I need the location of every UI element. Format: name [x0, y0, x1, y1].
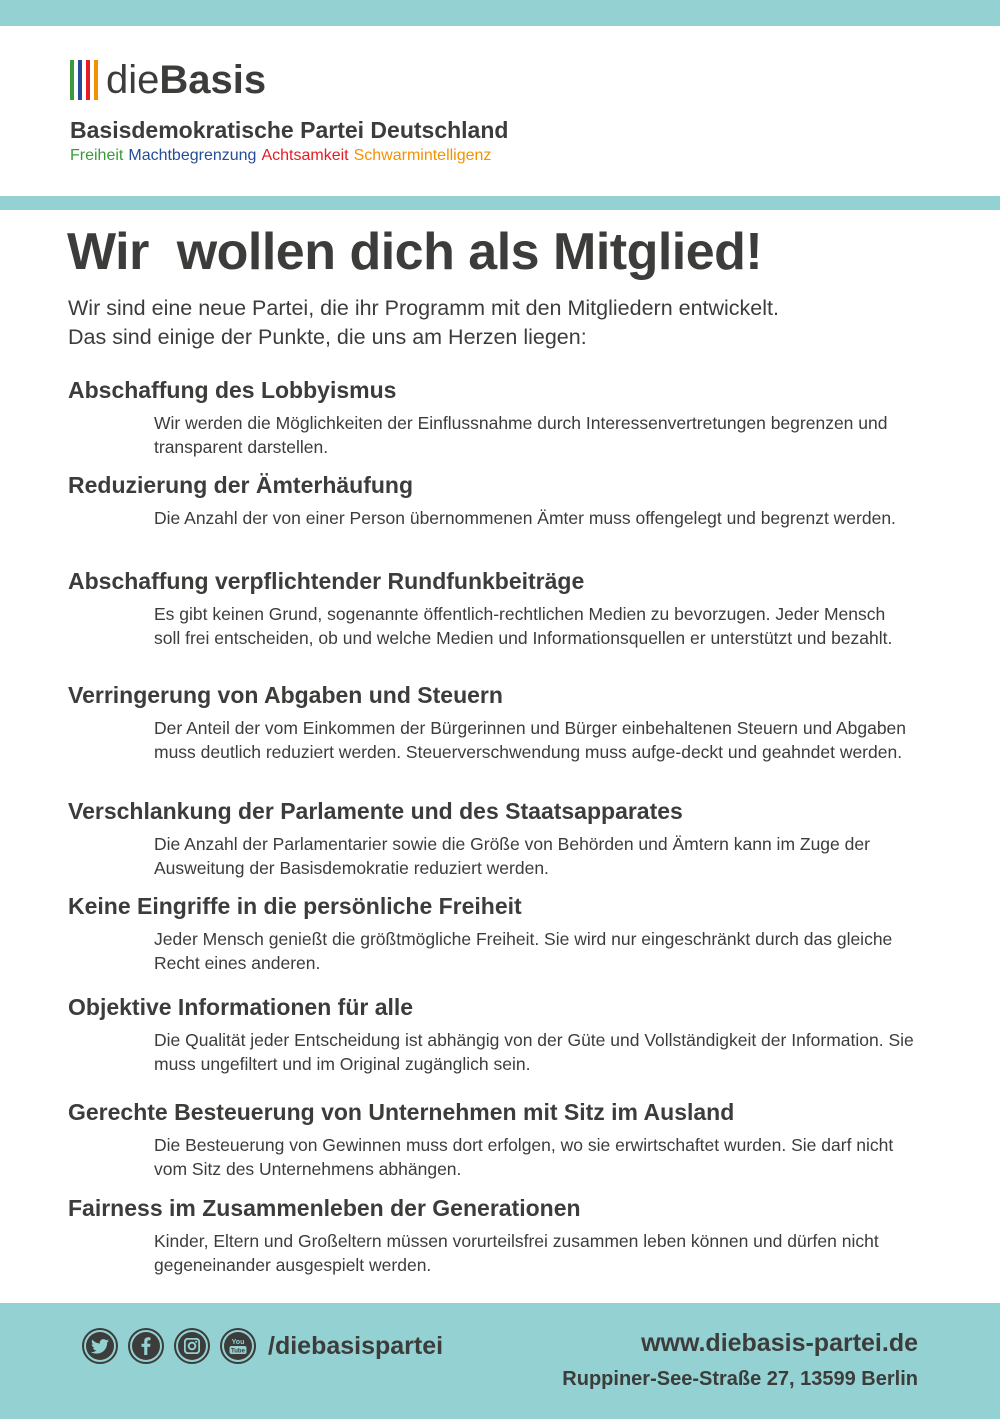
point-rundfunkbeitraege [68, 566, 938, 650]
social-links [82, 1328, 443, 1364]
logo-bar-blue [78, 60, 82, 100]
social-handle[interactable]: /diebasispartei [268, 1331, 444, 1360]
headline: Wir wollen dich als Mitglied! [67, 223, 763, 281]
logo-color-bars [70, 60, 98, 100]
point-title: Abschaffung verpflichtender Rundfunkbeiträge [68, 568, 585, 594]
point-title: Keine Eingriffe in die persönliche Freiheit [68, 893, 522, 919]
point-besteuerung-ausland [68, 1097, 938, 1181]
point-text: Der Anteil der vom Einkommen der Bürgerinnen und Bürger einbehaltenen Steuern und Abgaben muss deutlich reduziert werden. Steuerverschwendung muss aufge-deckt und geahndet werden. [154, 718, 907, 762]
point-title: Fairness im Zusammenleben der Generationen [68, 1195, 581, 1221]
point-informationen [68, 992, 938, 1076]
youtube-icon[interactable] [220, 1328, 256, 1364]
point-text: Es gibt keinen Grund, sogenannte öffentlich-rechtlichen Medien zu bevorzugen. Jeder Mensch soll frei entscheiden, ob und welche Medien und Informationsquellen er unterstützt und bezahlt. [154, 604, 893, 648]
slogan [70, 147, 496, 165]
slogan-machtbegrenzung: Machtbegrenzung [128, 147, 257, 164]
logo-wordmark [106, 58, 266, 102]
header-separator-bar [0, 196, 1000, 210]
intro-text [68, 294, 948, 352]
intro-line-2: Das sind einige der Punkte, die uns am Herzen liegen: [68, 325, 587, 349]
point-text: Kinder, Eltern und Großeltern müssen vorurteilsfrei zusammen leben können und dürfen nicht gegeneinander ausgespielt werden. [154, 1231, 879, 1275]
point-freiheit [68, 891, 938, 975]
point-text: Wir werden die Möglichkeiten der Einflussnahme durch Interessenvertretungen begrenzen und transparent darstellen. [154, 413, 888, 457]
website-link[interactable]: www.diebasis-partei.de [641, 1329, 918, 1357]
point-text: Die Anzahl der Parlamentarier sowie die Größe von Behörden und Ämtern kann im Zuge der Ausweitung der Basisdemokratie reduziert werden. [154, 834, 870, 878]
point-title: Gerechte Besteuerung von Unternehmen mit Sitz im Ausland [68, 1099, 735, 1125]
instagram-icon[interactable] [174, 1328, 210, 1364]
point-title: Verringerung von Abgaben und Steuern [68, 682, 503, 708]
logo-prefix: die [106, 58, 160, 102]
logo-bar-orange [94, 60, 98, 100]
logo-name: Basis [159, 58, 267, 102]
youtube-icon-text-bottom: Tube [231, 1348, 245, 1355]
point-title: Abschaffung des Lobbyismus [68, 377, 397, 403]
point-verschlankung [68, 796, 938, 880]
slogan-freiheit: Freiheit [70, 147, 124, 164]
point-text: Die Qualität jeder Entscheidung ist abhängig von der Güte und Vollständigkeit der Information. Sie muss ungefiltert und im Original zugänglich sein. [154, 1030, 914, 1074]
point-lobbyismus [68, 375, 938, 459]
point-text: Die Besteuerung von Gewinnen muss dort erfolgen, wo sie erwirtschaftet wurden. Sie darf nicht vom Sitz des Unternehmens abhängen. [154, 1135, 894, 1179]
point-abgaben-steuern [68, 680, 938, 764]
logo-bar-green [70, 60, 74, 100]
slogan-achtsamkeit: Achtsamkeit [261, 147, 349, 164]
diebasis-logo[interactable] [70, 58, 266, 102]
point-title: Reduzierung der Ämterhäufung [68, 472, 414, 498]
top-accent-bar [0, 0, 1000, 26]
point-generationen [68, 1193, 938, 1277]
point-aemterhaeufung [68, 470, 938, 530]
party-name: Basisdemokratische Partei Deutschland [70, 117, 509, 143]
intro-line-1: Wir sind eine neue Partei, die ihr Programm mit den Mitgliedern entwickelt. [68, 296, 779, 320]
point-text: Die Anzahl der von einer Person übernommenen Ämter muss offengelegt und begrenzt werden. [154, 508, 896, 528]
slogan-schwarmintelligenz: Schwarmintelligenz [353, 147, 492, 164]
twitter-icon[interactable] [82, 1328, 118, 1364]
youtube-icon-text-top: You [231, 1339, 245, 1346]
logo-bar-red [86, 60, 90, 100]
point-title: Verschlankung der Parlamente und des Staatsapparates [68, 798, 683, 824]
facebook-icon[interactable] [128, 1328, 164, 1364]
postal-address: Ruppiner-See-Straße 27, 13599 Berlin [562, 1368, 918, 1390]
point-title: Objektive Informationen für alle [68, 994, 414, 1020]
point-text: Jeder Mensch genießt die größtmögliche Freiheit. Sie wird nur eingeschränkt durch das gleiche Recht eines anderen. [154, 929, 893, 973]
